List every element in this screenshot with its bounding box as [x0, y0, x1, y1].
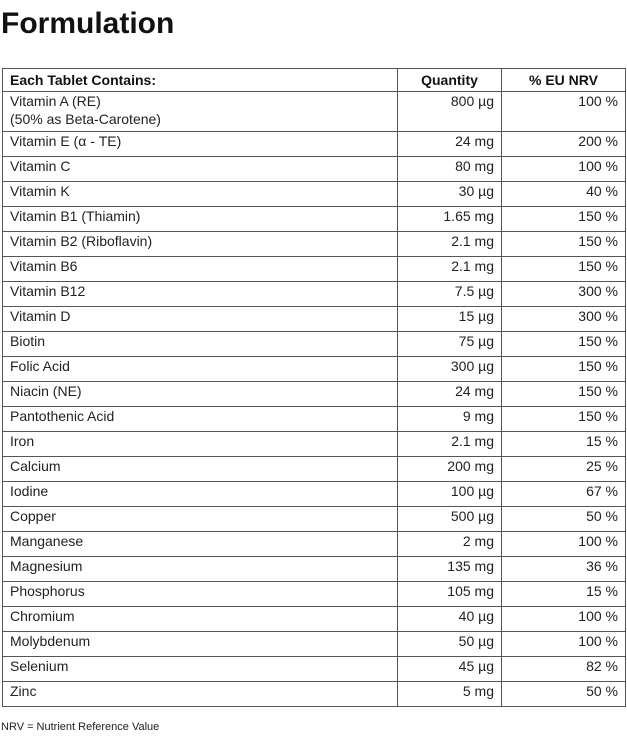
nrv-cell: 100 %: [502, 632, 626, 657]
nrv-cell: 100 %: [502, 157, 626, 182]
ingredient-cell: [3, 207, 398, 232]
quantity-cell: 7.5 µg: [398, 282, 502, 307]
quantity-cell: 2 mg: [398, 532, 502, 557]
quantity-cell: 200 mg: [398, 457, 502, 482]
table-row: [3, 132, 626, 157]
column-header-quantity: Quantity: [398, 69, 502, 92]
table-row: [3, 92, 626, 132]
ingredient-name: Biotin: [10, 333, 46, 349]
ingredient-cell: [3, 357, 398, 382]
table-row: [3, 682, 626, 707]
ingredient-name: Molybdenum: [10, 633, 91, 649]
quantity-cell: 105 mg: [398, 582, 502, 607]
ingredient-name: Vitamin B2 (Riboflavin): [10, 233, 153, 249]
quantity-cell: 1.65 mg: [398, 207, 502, 232]
ingredient-cell: [3, 92, 398, 132]
nrv-cell: 100 %: [502, 92, 626, 132]
quantity-cell: 100 µg: [398, 482, 502, 507]
nrv-cell: 150 %: [502, 232, 626, 257]
quantity-cell: 2.1 mg: [398, 432, 502, 457]
ingredient-name: Chromium: [10, 608, 75, 624]
table-row: [3, 457, 626, 482]
quantity-cell: 24 mg: [398, 132, 502, 157]
ingredient-cell: [3, 507, 398, 532]
nrv-cell: 36 %: [502, 557, 626, 582]
table-row: [3, 607, 626, 632]
ingredient-cell: [3, 632, 398, 657]
formulation-table: [2, 68, 626, 707]
ingredient-cell: [3, 432, 398, 457]
nrv-cell: 200 %: [502, 132, 626, 157]
table-row: [3, 482, 626, 507]
ingredient-cell: [3, 282, 398, 307]
nrv-cell: 15 %: [502, 582, 626, 607]
quantity-cell: 40 µg: [398, 607, 502, 632]
table-row: [3, 507, 626, 532]
quantity-cell: 9 mg: [398, 407, 502, 432]
table-header-row: [3, 69, 626, 92]
ingredient-name: Vitamin C: [10, 158, 71, 174]
ingredient-cell: [3, 182, 398, 207]
ingredient-name: Magnesium: [10, 558, 83, 574]
quantity-cell: 500 µg: [398, 507, 502, 532]
table-row: [3, 432, 626, 457]
nrv-cell: 50 %: [502, 682, 626, 707]
nrv-cell: 150 %: [502, 332, 626, 357]
quantity-cell: 5 mg: [398, 682, 502, 707]
nrv-cell: 150 %: [502, 357, 626, 382]
ingredient-cell: [3, 332, 398, 357]
nrv-cell: 25 %: [502, 457, 626, 482]
nrv-cell: 300 %: [502, 282, 626, 307]
nrv-cell: 150 %: [502, 407, 626, 432]
ingredient-name: Calcium: [10, 458, 61, 474]
ingredient-name: Selenium: [10, 658, 69, 674]
ingredient-name: Folic Acid: [10, 358, 70, 374]
nrv-cell: 67 %: [502, 482, 626, 507]
ingredient-cell: [3, 407, 398, 432]
table-row: [3, 532, 626, 557]
table-row: [3, 307, 626, 332]
ingredient-name: Iron: [10, 433, 35, 449]
table-row: [3, 282, 626, 307]
quantity-cell: 75 µg: [398, 332, 502, 357]
ingredient-name: Iodine: [10, 483, 49, 499]
quantity-cell: 800 µg: [398, 92, 502, 132]
table-row: [3, 557, 626, 582]
table-row: [3, 207, 626, 232]
table-row: [3, 157, 626, 182]
table-row: [3, 257, 626, 282]
nrv-cell: 150 %: [502, 257, 626, 282]
ingredient-name: Vitamin B1 (Thiamin): [10, 208, 141, 224]
table-row: [3, 632, 626, 657]
ingredient-name: Vitamin B12: [10, 283, 86, 299]
ingredient-cell: [3, 657, 398, 682]
table-row: [3, 357, 626, 382]
quantity-cell: 135 mg: [398, 557, 502, 582]
quantity-cell: 24 mg: [398, 382, 502, 407]
ingredient-name: Niacin (NE): [10, 383, 82, 399]
nrv-cell: 150 %: [502, 382, 626, 407]
table-row: [3, 407, 626, 432]
ingredient-name: Zinc: [10, 683, 37, 699]
nrv-cell: 50 %: [502, 507, 626, 532]
ingredient-name: Vitamin A (RE): [10, 93, 101, 109]
quantity-cell: 2.1 mg: [398, 232, 502, 257]
footnote: NRV = Nutrient Reference Value: [1, 721, 160, 733]
ingredient-name: Copper: [10, 508, 56, 524]
nrv-cell: 15 %: [502, 432, 626, 457]
ingredient-name: Vitamin E (α - TE): [10, 133, 122, 149]
ingredient-name: Vitamin B6: [10, 258, 78, 274]
nrv-cell: 40 %: [502, 182, 626, 207]
ingredient-cell: [3, 682, 398, 707]
ingredient-cell: [3, 157, 398, 182]
nrv-cell: 100 %: [502, 532, 626, 557]
ingredient-cell: [3, 232, 398, 257]
ingredient-cell: [3, 382, 398, 407]
quantity-cell: 2.1 mg: [398, 257, 502, 282]
table-row: [3, 657, 626, 682]
ingredient-note: (50% as Beta-Carotene): [10, 111, 161, 127]
ingredient-name: Pantothenic Acid: [10, 408, 115, 424]
page-title: Formulation: [1, 7, 175, 40]
quantity-cell: 30 µg: [398, 182, 502, 207]
ingredient-name: Vitamin D: [10, 308, 71, 324]
quantity-cell: 300 µg: [398, 357, 502, 382]
ingredient-cell: [3, 132, 398, 157]
table-row: [3, 332, 626, 357]
table-row: [3, 582, 626, 607]
nrv-cell: 300 %: [502, 307, 626, 332]
table-body: [3, 92, 626, 707]
ingredient-name: Vitamin K: [10, 183, 70, 199]
ingredient-cell: [3, 532, 398, 557]
ingredient-cell: [3, 557, 398, 582]
column-header-nrv: % EU NRV: [502, 69, 626, 92]
quantity-cell: 15 µg: [398, 307, 502, 332]
ingredient-name: Phosphorus: [10, 583, 85, 599]
quantity-cell: 50 µg: [398, 632, 502, 657]
table-row: [3, 182, 626, 207]
table-row: [3, 382, 626, 407]
ingredient-cell: [3, 307, 398, 332]
column-header-ingredient: Each Tablet Contains:: [3, 69, 398, 92]
ingredient-cell: [3, 457, 398, 482]
nrv-cell: 82 %: [502, 657, 626, 682]
ingredient-name: Manganese: [10, 533, 84, 549]
ingredient-cell: [3, 607, 398, 632]
ingredient-cell: [3, 482, 398, 507]
quantity-cell: 80 mg: [398, 157, 502, 182]
ingredient-cell: [3, 582, 398, 607]
nrv-cell: 100 %: [502, 607, 626, 632]
ingredient-cell: [3, 257, 398, 282]
table-row: [3, 232, 626, 257]
nrv-cell: 150 %: [502, 207, 626, 232]
quantity-cell: 45 µg: [398, 657, 502, 682]
